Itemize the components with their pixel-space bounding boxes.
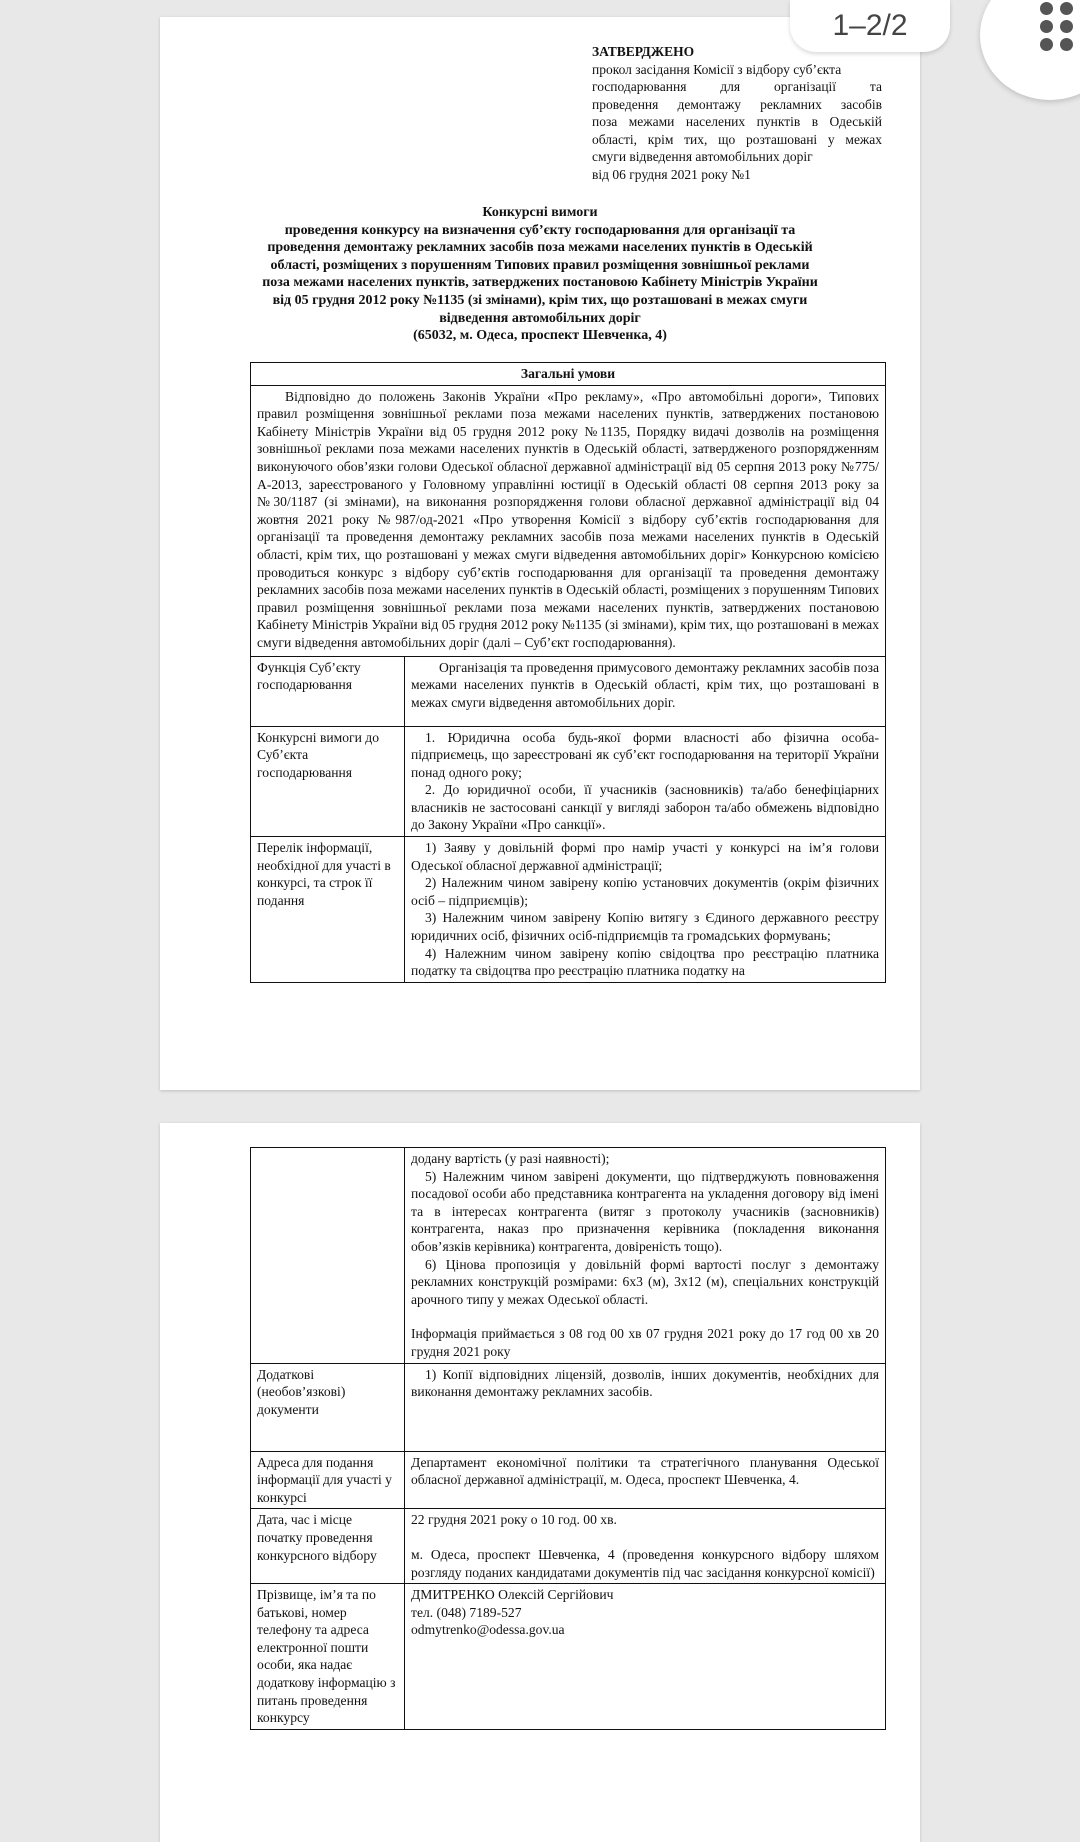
approval-heading: ЗАТВЕРДЖЕНО (592, 44, 695, 59)
info-list-cell (405, 837, 886, 983)
title-line: області, розміщених з порушенням Типових правил розміщення зовнішньої реклами (270, 257, 810, 273)
requirement-item: 2. До юридичної особи, її учасників (засновників) та/або бенефіціарних власників не застосовані санкції у вигляді заборон та/або обмежень відповідно до Закону України «Про санкції». (411, 782, 879, 833)
approval-stamp (592, 43, 882, 183)
datetime-cell (405, 1509, 886, 1584)
title-line: Конкурсні вимоги (482, 205, 598, 220)
approval-line: області, крім тих, що розташовані у межах (592, 131, 882, 147)
info-item: 6) Цінова пропозиція у довільній формі вартості послуг з демонтажу рекламних конструкцій розмірами: 6х3 (м), 3х12 (м), спеціальних конструкцій арочного типу у межах Одеської області. (411, 1256, 879, 1307)
datetime-label: Дата, час і місце початку проведення конкурсного відбору (251, 1509, 405, 1584)
approval-line: поза межами населених пунктів в Одеській (592, 114, 882, 129)
info-item: 4) Належним чином завірену копію свідоцтва про реєстрацію платника податку та свідоцтва про реєстрацію платника податку на (411, 945, 879, 979)
info-list-cell-continued (405, 1148, 886, 1364)
info-list-label-continued (251, 1148, 405, 1364)
requirement-item: 1. Юридична особа будь-якої форми власності або фізична особа-підприємець, що зареєстровані як суб’єкт господарювання на території України понад одного року; (411, 729, 879, 780)
contact-email[interactable]: odmytrenko@odessa.gov.ua (411, 1622, 565, 1638)
approval-line: проведення демонтажу рекламних засобів (592, 96, 882, 112)
info-item: 1) Заяву у довільній формі про намір участі у конкурсі на ім’я голови Одеської обласної державної адміністрації; (411, 840, 879, 873)
grid-dots-icon[interactable] (1040, 0, 1074, 52)
contest-place: м. Одеса, проспект Шевченка, 4 (проведення конкурсного відбору шляхом розгляду поданих кандидатами документів під час засідання конкурсної комісії) (411, 1546, 879, 1580)
title-line: проведення демонтажу рекламних засобів поза межами населених пунктів в Одеській (267, 240, 813, 256)
contact-name: ДМИТРЕНКО Олексій Сергійович (411, 1587, 614, 1603)
info-list-label: Перелік інформації, необхідної для участі в конкурсі, та строк її подання (251, 837, 405, 983)
address-label: Адреса для подання інформації для участі у конкурсі (251, 1451, 405, 1509)
document-page-1 (160, 17, 920, 1090)
title-line: поза межами населених пунктів, затверджених постановою Кабінету Міністрів України (262, 275, 818, 291)
title-line: відведення автомобільних доріг (439, 310, 641, 326)
function-label: Функція Суб’єкту господарювання (251, 656, 405, 726)
title-line: проведення конкурсу на визначення суб’єкту господарювання для організації та (284, 222, 796, 238)
info-deadline: Інформація приймається з 08 год 00 хв 07 грудня 2021 року до 17 год 00 хв 20 грудня 2021 року (411, 1326, 879, 1359)
page-indicator: 1–2/2 (790, 0, 950, 52)
approval-line: господарювання для організації та (592, 79, 882, 94)
requirements-table-part-1 (250, 362, 886, 983)
general-conditions-heading: Загальні умови (251, 363, 886, 386)
contact-phone: тел. (048) 7189-527 (411, 1604, 522, 1620)
requirements-label: Конкурсні вимоги до Суб’єкта господарювання (251, 726, 405, 837)
info-item: 3) Належним чином завірену Копію витягу з Єдиного державного реєстру юридичних осіб, фізичних осіб-підприємців та громадських формувань; (411, 910, 879, 944)
contact-cell (405, 1584, 886, 1730)
approval-line: смуги відведення автомобільних доріг (592, 149, 813, 164)
function-text: Організація та проведення примусового демонтажу рекламних засобів поза межами населених пунктів в Одеській області, крім тих, що розташовані в межах смуги відведення автомобільних доріг. (405, 656, 886, 726)
contest-date: 22 грудня 2021 року о 10 год. 00 хв. (411, 1512, 617, 1528)
document-title (220, 204, 860, 345)
title-line: від 05 грудня 2012 року №1135 (зі змінами), крім тих, що розташовані в межах смуги (272, 292, 808, 308)
approval-line: від 06 грудня 2021 року №1 (592, 166, 751, 182)
address-text: Департамент економічної політики та стратегічного планування Одеської обласної державної адміністрації, м. Одеса, проспект Шевченка, 4. (405, 1451, 886, 1509)
additional-docs-text: 1) Копії відповідних ліцензій, дозволів, інших документів, необхідних для виконання демонтажу рекламних засобів. (405, 1363, 886, 1451)
info-item: 5) Належним чином завірені документи, що підтверджують повноваження посадової особи або представника контрагента на укладення договору від імені та в інтересах контрагента (витяг з протоколу учасників (засновників) контрагента, наказ про призначення керівника (покладення виконання обов’язків керівника) контрагента, довіреність тощо). (411, 1168, 879, 1254)
document-page-2 (160, 1123, 920, 1842)
contact-label: Прізвище, ім’я та по батькові, номер телефону та адреса електронної пошти особи, яка надає додаткову інформацію з питань проведення конкурсу (251, 1584, 405, 1730)
info-item: 2) Належним чином завірену копію установчих документів (окрім фізичних осіб – підприємців); (411, 875, 879, 908)
requirements-cell (405, 726, 886, 837)
title-line: (65032, м. Одеса, проспект Шевченка, 4) (413, 328, 667, 344)
additional-docs-label: Додаткові (необов’язкові) документи (251, 1363, 405, 1451)
info-item-continuation: додану вартість (у разі наявності); (411, 1151, 610, 1166)
approval-line: прокол засідання Комісії з відбору суб’єкта (592, 61, 842, 77)
general-conditions-text: Відповідно до положень Законів України «Про рекламу», «Про автомобільні дороги», Типових правил розміщення зовнішньої реклами поза межами населених пунктів, затверджених постановою Кабінету Міністрів України від 05 грудня 2012 року №1135, Порядку видачі дозволів на розміщення зовнішньої реклами поза межами населених пунктів в Одеській області, затвердженого розпорядженням виконуючого обов’язки голови Одеської обласної державної адміністрації від 05 серпня 2013 року №775/А-2013, зареєстрованого у Головному управлінні юстиції в Одеській області 08 серпня 2013 року за №30/1187 (зі змінами), на виконання розпорядження голови обласної державної адміністрації від 04 жовтня 2021 року №987/од-2021 «Про утворення Комісії з відбору суб’єктів господарювання для організації та проведення демонтажу рекламних засобів поза межами населених пунктів в Одеській області, крім тих, що розташовані у межах смуги відведення автомобільних доріг» Конкурсною комісією проводиться конкурс з відбору суб’єктів господарювання для організації та проведення демонтажу рекламних засобів поза межами населених пунктів в Одеській області, розміщених з порушенням Типових правил розміщення зовнішньої реклами поза межами населених пунктів, затверджених постановою Кабінету Міністрів України від 05 грудня 2012 року №1135 (зі змінами), крім тих, що розташовані в межах смуги відведення автомобільних доріг (далі – Суб’єкт господарювання). (251, 385, 886, 656)
requirements-table-part-2 (250, 1147, 886, 1730)
